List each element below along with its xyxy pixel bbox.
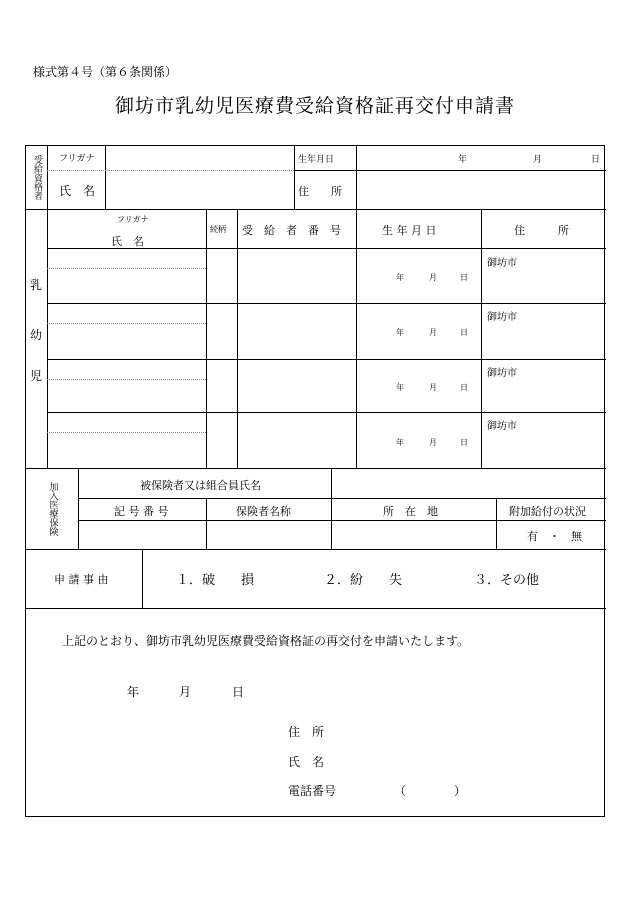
divider — [78, 468, 79, 549]
additional-benefit-value: 有 ・ 無 — [527, 530, 582, 543]
dotted-divider — [47, 268, 206, 269]
divider — [331, 498, 332, 549]
insurance-section-label-cell — [26, 468, 78, 549]
infant-row-birth-year: 年 — [396, 438, 404, 447]
symbol-number-label: 記 号 番 号 — [114, 505, 169, 518]
infant-row-address-prefix: 御坊市 — [487, 312, 517, 323]
infant-row-address-prefix: 御坊市 — [487, 368, 517, 379]
divider — [142, 549, 143, 608]
divider — [78, 498, 606, 499]
divider — [47, 303, 606, 304]
infant-relationship-header: 続柄 — [210, 225, 226, 234]
divider — [331, 468, 332, 498]
form-title: 御坊市乳幼児医療費受給資格証再交付申請書 — [114, 95, 515, 117]
infant-row-birth-day: 日 — [460, 383, 468, 392]
infant-row-birth-day: 日 — [460, 438, 468, 447]
divider — [294, 170, 606, 171]
divider — [78, 520, 606, 521]
applicant-phone-label: 電話番号 — [288, 784, 337, 798]
infant-row-address-prefix: 御坊市 — [487, 258, 517, 269]
insurance-section-label: 加入医療保険 — [47, 481, 58, 536]
infant-address-header: 住 所 — [514, 224, 569, 237]
qualifier-birthdate-label: 生年月日 — [298, 155, 335, 165]
declaration-statement: 上記のとおり、御坊市乳幼児医療費受給資格証の再交付を申請いたします。 — [62, 634, 470, 648]
phone-paren-close: ） — [454, 784, 467, 798]
form-number: 様式第４号（第６条関係） — [33, 65, 178, 79]
qualifier-birth-day: 日 — [591, 155, 601, 165]
infant-section-label-char: 児 — [30, 369, 43, 383]
infant-section-label-char: 幼 — [30, 328, 43, 342]
divider — [26, 468, 606, 469]
divider — [356, 146, 357, 209]
infant-row-birth-month: 月 — [429, 273, 437, 282]
infant-row-birth-day: 日 — [460, 273, 468, 282]
infant-name-header: 氏 名 — [111, 235, 144, 248]
infant-furigana-header: フリガナ — [117, 215, 149, 224]
additional-benefit-label: 附加給付の状況 — [509, 505, 586, 518]
divider — [206, 498, 207, 549]
qualifier-section-label-cell — [26, 146, 47, 209]
insurer-name-label: 保険者名称 — [236, 505, 291, 518]
qualifier-birth-month: 月 — [533, 155, 543, 165]
reason-option-damaged: １．破 損 — [176, 573, 255, 588]
form-frame — [25, 145, 605, 817]
reason-option-lost: ２．紛 失 — [324, 573, 403, 588]
qualifier-section-label: 受給資格者 — [32, 155, 42, 200]
divider — [26, 608, 606, 609]
divider — [105, 146, 106, 209]
declaration-date-year: 年 — [127, 685, 140, 699]
declaration-date-month: 月 — [179, 685, 192, 699]
infant-section-label-char: 乳 — [30, 278, 43, 292]
infant-row-birth-month: 月 — [429, 438, 437, 447]
dotted-divider — [47, 379, 206, 380]
divider — [26, 549, 606, 550]
infant-row-birth-day: 日 — [460, 328, 468, 337]
declaration-date-day: 日 — [232, 685, 245, 699]
divider — [47, 359, 606, 360]
qualifier-name-label: 氏 名 — [59, 184, 96, 198]
dotted-divider — [47, 170, 294, 171]
qualifier-address-label: 住 所 — [298, 185, 342, 198]
infant-row-birth-month: 月 — [429, 328, 437, 337]
reason-label: 申 請 事 由 — [54, 573, 109, 586]
dotted-divider — [47, 323, 206, 324]
infant-row-birth-month: 月 — [429, 383, 437, 392]
infant-row-address-prefix: 御坊市 — [487, 421, 517, 432]
infant-row-birth-year: 年 — [396, 273, 404, 282]
infant-row-birth-year: 年 — [396, 328, 404, 337]
phone-paren-open: （ — [394, 784, 407, 798]
applicant-address-label: 住 所 — [288, 725, 325, 739]
location-label: 所 在 地 — [383, 505, 438, 518]
divider — [26, 209, 606, 210]
divider — [496, 498, 497, 549]
dotted-divider — [47, 432, 206, 433]
applicant-name-label: 氏 名 — [288, 755, 325, 769]
reason-option-other: ３．その他 — [474, 573, 540, 588]
insured-name-label: 被保険者又は組合員氏名 — [140, 479, 261, 492]
infant-recipient-number-header: 受 給 者 番 号 — [242, 224, 341, 237]
infant-row-birth-year: 年 — [396, 383, 404, 392]
qualifier-birth-year: 年 — [458, 155, 468, 165]
divider — [47, 146, 48, 209]
qualifier-furigana-label: フリガナ — [59, 154, 95, 164]
divider — [47, 412, 606, 413]
divider — [294, 146, 295, 209]
infant-birthdate-header: 生 年 月 日 — [382, 224, 437, 237]
